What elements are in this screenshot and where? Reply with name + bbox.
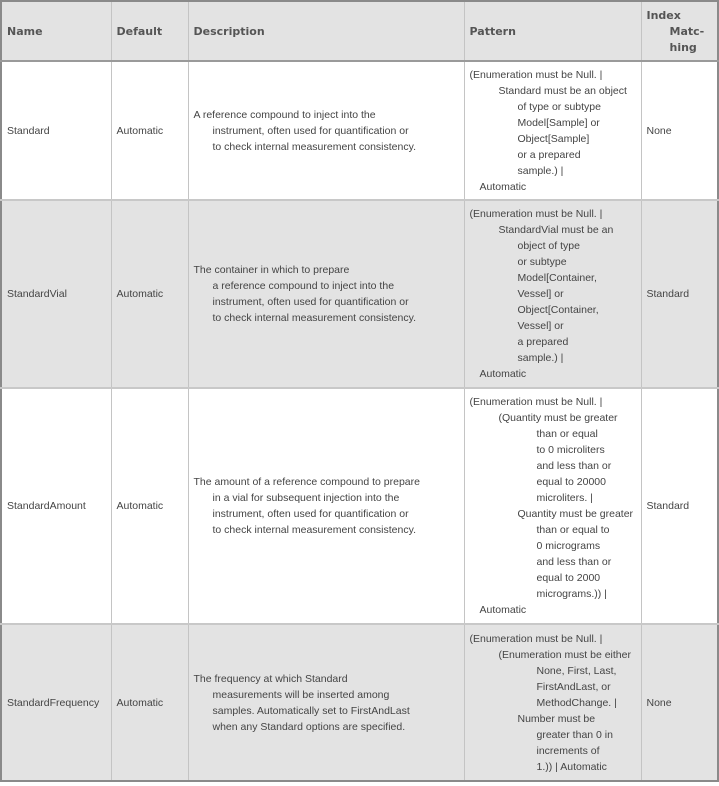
cell-pattern <box>464 624 641 781</box>
description-line: a reference compound to inject into the <box>212 280 395 292</box>
cell-default: Automatic <box>111 200 188 388</box>
pattern-line: object of type <box>517 240 580 252</box>
cell-name: Standard <box>1 61 111 200</box>
pattern-line: StandardVial must be an <box>498 224 614 236</box>
description-line: to check internal measurement consistency. <box>212 312 416 324</box>
header-pattern: Pattern <box>464 1 641 61</box>
table-row <box>1 388 718 624</box>
header-index-matching-line3: hing <box>669 41 697 54</box>
pattern-line: (Enumeration must be Null. | <box>469 396 603 408</box>
pattern-line: Number must be <box>517 712 596 725</box>
pattern-line: (Quantity must be greater <box>498 412 618 424</box>
header-name: Name <box>1 1 111 61</box>
pattern-line: or a prepared <box>517 148 581 161</box>
cell-default: Automatic <box>111 388 188 624</box>
pattern-line: a prepared <box>517 336 569 348</box>
description-line: instrument, often used for quantification or <box>212 124 409 137</box>
pattern-line: Model[Container, <box>517 272 597 284</box>
pattern-line: (Enumeration must be Null. | <box>469 632 603 645</box>
pattern-line: equal to 2000 <box>536 572 601 584</box>
header-index-matching-line2: Matc- <box>669 25 705 38</box>
table-row <box>1 61 718 200</box>
pattern-line: MethodChange. | <box>536 696 617 709</box>
cell-name: StandardFrequency <box>1 624 111 781</box>
pattern-line: Standard must be an object <box>498 84 627 97</box>
pattern-line: increments of <box>536 744 600 757</box>
pattern-line: (Enumeration must be Null. | <box>469 68 603 81</box>
header-description: Description <box>188 1 464 61</box>
description-line: The container in which to prepare <box>193 264 350 276</box>
pattern-line: microliters. | <box>536 492 593 504</box>
pattern-line: None, First, Last, <box>536 664 617 677</box>
pattern-line: Vessel] or <box>517 320 564 332</box>
pattern-line: equal to 20000 <box>536 476 606 488</box>
description-line: instrument, often used for quantification or <box>212 508 409 520</box>
pattern-line: (Enumeration must be either <box>498 648 631 661</box>
pattern-line: Automatic <box>479 180 527 193</box>
header-index-matching <box>641 1 718 61</box>
pattern-line: Quantity must be greater <box>517 508 634 520</box>
header-row <box>1 1 718 61</box>
pattern-line: micrograms.)) | <box>536 588 607 600</box>
description-line: to check internal measurement consistency. <box>212 140 416 153</box>
cell-pattern <box>464 61 641 200</box>
cell-description <box>188 388 464 624</box>
pattern-line: Model[Sample] or <box>517 116 600 129</box>
pattern-line: Object[Sample] <box>517 132 590 145</box>
cell-index-matching: Standard <box>641 388 718 624</box>
cell-pattern <box>464 388 641 624</box>
description-line: A reference compound to inject into the <box>193 108 376 121</box>
pattern-line: or subtype <box>517 256 567 268</box>
description-line: instrument, often used for quantification or <box>212 296 409 308</box>
description-line: samples. Automatically set to FirstAndLast <box>212 704 410 717</box>
pattern-line: than or equal to <box>536 524 610 536</box>
cell-index-matching: None <box>641 624 718 781</box>
description-line: to check internal measurement consistency. <box>212 524 416 536</box>
description-line: in a vial for subsequent injection into the <box>212 492 400 504</box>
description-line: when any Standard options are specified. <box>212 720 406 733</box>
pattern-line: than or equal <box>536 428 598 440</box>
header-default: Default <box>111 1 188 61</box>
description-line: measurements will be inserted among <box>212 688 390 701</box>
table-row <box>1 624 718 781</box>
pattern-line: and less than or <box>536 460 612 472</box>
pattern-line: FirstAndLast, or <box>536 680 611 693</box>
cell-default: Automatic <box>111 624 188 781</box>
description-line: The amount of a reference compound to prepare <box>193 476 420 488</box>
cell-index-matching: None <box>641 61 718 200</box>
pattern-line: greater than 0 in <box>536 728 613 741</box>
pattern-line: and less than or <box>536 556 612 568</box>
cell-description <box>188 624 464 781</box>
pattern-line: sample.) | <box>517 164 564 177</box>
header-index-matching-line1: Index <box>646 9 681 22</box>
pattern-line: of type or subtype <box>517 100 601 113</box>
pattern-line: Object[Container, <box>517 304 599 316</box>
cell-name: StandardVial <box>1 200 111 388</box>
pattern-line: Automatic <box>479 368 527 380</box>
table-row <box>1 200 718 388</box>
pattern-line: to 0 microliters <box>536 444 605 456</box>
description-line: The frequency at which Standard <box>193 672 348 685</box>
pattern-line: Automatic <box>479 604 527 616</box>
pattern-line: Vessel] or <box>517 288 564 300</box>
pattern-line: 0 micrograms <box>536 540 601 552</box>
cell-description <box>188 61 464 200</box>
cell-name: StandardAmount <box>1 388 111 624</box>
pattern-line: sample.) | <box>517 352 564 364</box>
cell-default: Automatic <box>111 61 188 200</box>
cell-pattern <box>464 200 641 388</box>
pattern-line: (Enumeration must be Null. | <box>469 208 603 220</box>
cell-index-matching: Standard <box>641 200 718 388</box>
cell-description <box>188 200 464 388</box>
pattern-line: 1.)) | Automatic <box>536 760 607 773</box>
